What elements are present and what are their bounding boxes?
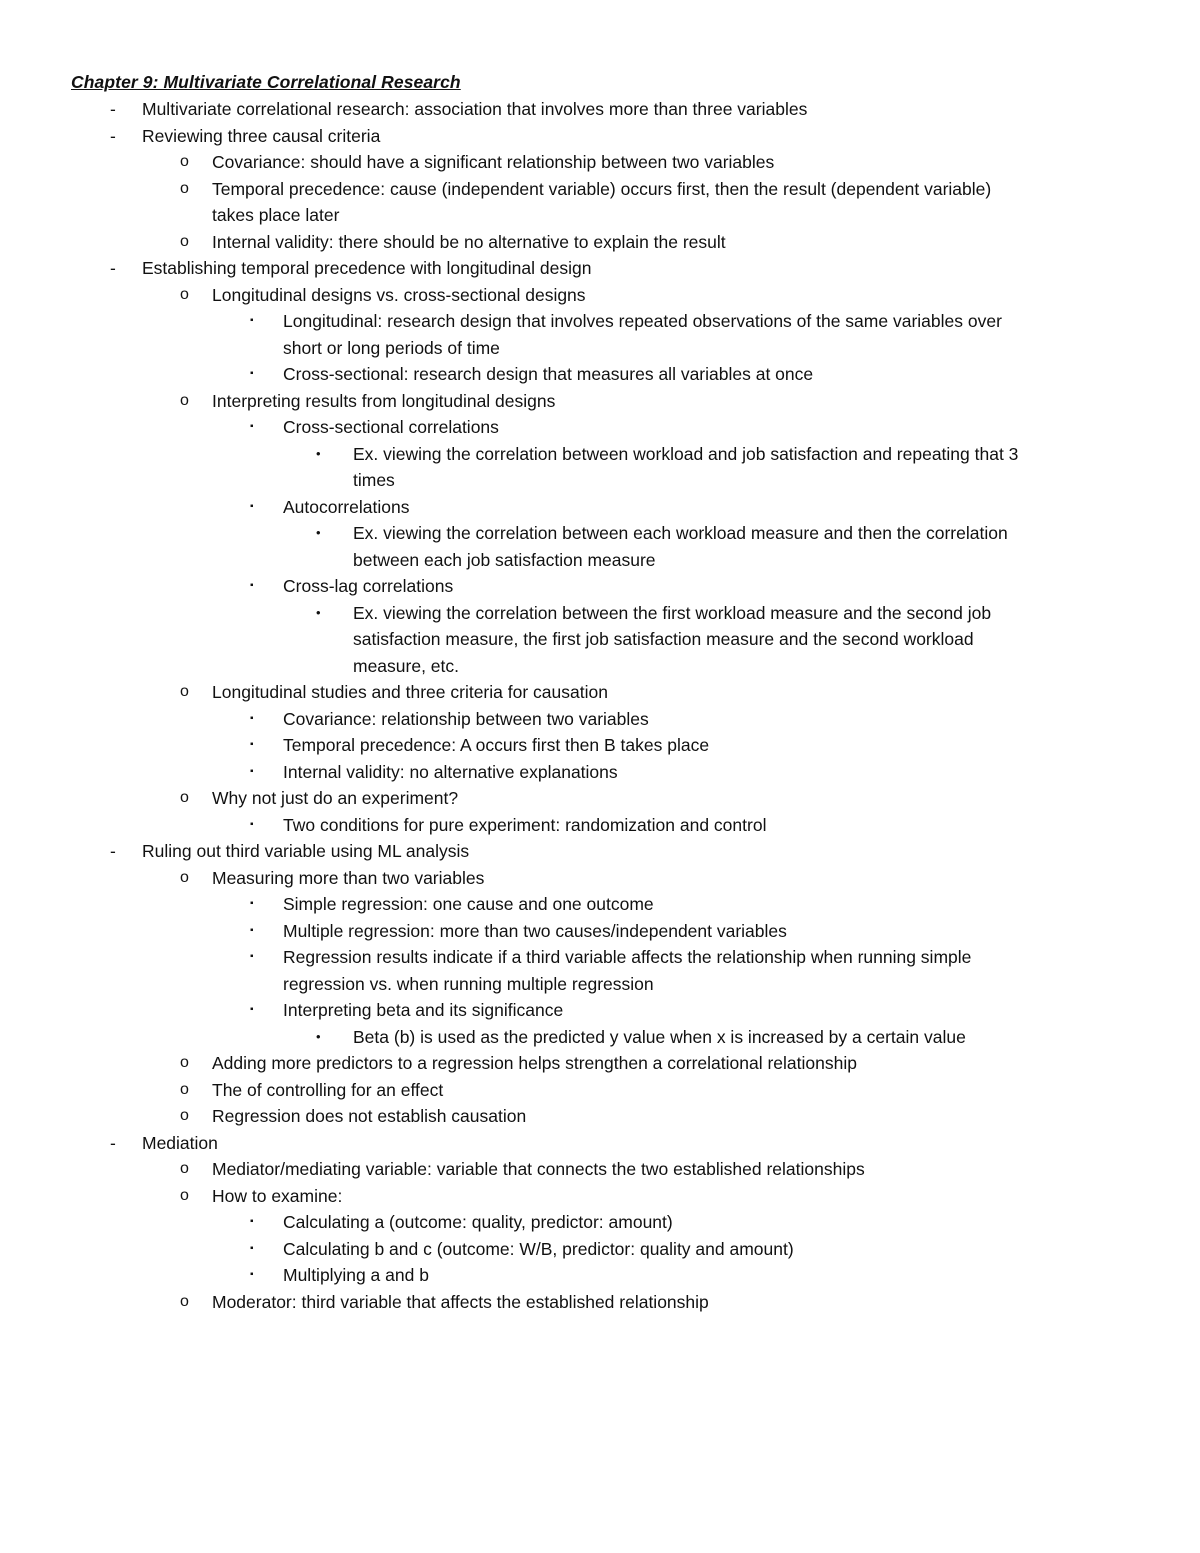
outline-item-level-2 bbox=[0, 149, 1200, 176]
outline-item-text: Reviewing three causal criteria bbox=[142, 125, 381, 146]
circle-marker: o bbox=[180, 1160, 189, 1177]
outline-item-text: measure, etc. bbox=[353, 655, 460, 676]
dash-marker: - bbox=[110, 99, 116, 119]
outline-item-text: Regression results indicate if a third variable affects the relationship when running simple bbox=[283, 947, 972, 967]
outline-item-text: The of controlling for an effect bbox=[212, 1079, 444, 1100]
circle-marker: o bbox=[180, 232, 189, 250]
outline-item-text: Cross-sectional correlations bbox=[283, 417, 499, 437]
outline-item-level-3 bbox=[0, 414, 1200, 441]
outline-item-level-3 bbox=[0, 944, 1200, 971]
outline-item-text: Covariance: should have a significant relationship between two variables bbox=[212, 152, 775, 172]
outline-item-level-1 bbox=[0, 838, 1200, 865]
outline-item-text: Temporal precedence: A occurs first then B takes place bbox=[283, 735, 710, 755]
square-bullet-icon: ▪ bbox=[250, 739, 254, 750]
outline-item-level-4 bbox=[0, 520, 1200, 547]
outline-item-text: Regression does not establish causation bbox=[212, 1106, 527, 1126]
outline-item-text: Establishing temporal precedence with longitudinal design bbox=[142, 258, 592, 278]
outline-list bbox=[0, 96, 1200, 1315]
outline-item-level-3 bbox=[0, 494, 1200, 521]
circle-marker: o bbox=[180, 1054, 189, 1071]
outline-item-text: Longitudinal: research design that involves repeated observations of the same variables over bbox=[283, 311, 1002, 331]
circle-marker: o bbox=[180, 285, 189, 303]
outline-item-text: Ex. viewing the correlation between each workload measure and then the correlation bbox=[353, 523, 1008, 543]
outline-item-text: Ex. viewing the correlation between the first workload measure and the second job bbox=[353, 602, 992, 623]
outline-item-text: Temporal precedence: cause (independent variable) occurs first, then the result (dependent variable) bbox=[212, 178, 992, 199]
circle-marker: o bbox=[180, 683, 189, 700]
outline-item-level-4 bbox=[0, 653, 1200, 680]
outline-item-text: Internal validity: there should be no alternative to explain the result bbox=[212, 231, 726, 252]
outline-item-level-4 bbox=[0, 600, 1200, 627]
outline-item-text: Ex. viewing the correlation between workload and job satisfaction and repeating that 3 bbox=[353, 443, 1019, 464]
outline-item-level-3 bbox=[0, 971, 1200, 998]
outline-item-level-2 bbox=[0, 865, 1200, 892]
outline-item-level-2 bbox=[0, 282, 1200, 309]
outline-item-level-3 bbox=[0, 573, 1200, 600]
outline-item-text: between each job satisfaction measure bbox=[353, 549, 656, 570]
outline-item-text: Autocorrelations bbox=[283, 496, 410, 517]
outline-item-level-2 bbox=[0, 785, 1200, 812]
outline-item-level-1 bbox=[0, 255, 1200, 282]
square-bullet-icon: ▪ bbox=[250, 1269, 254, 1280]
outline-item-text: Ruling out third variable using ML analysis bbox=[142, 841, 470, 861]
outline-item-level-1 bbox=[0, 96, 1200, 123]
outline-item-text: Adding more predictors to a regression helps strengthen a correlational relationship bbox=[212, 1053, 857, 1073]
outline-item-level-3 bbox=[0, 1262, 1200, 1289]
outline-item-level-4 bbox=[0, 626, 1200, 653]
outline-item-level-3 bbox=[0, 891, 1200, 918]
bullet-icon: • bbox=[316, 604, 321, 620]
outline-item-level-2 bbox=[0, 1077, 1200, 1104]
outline-item-level-2 bbox=[0, 202, 1200, 229]
outline-item-level-4 bbox=[0, 441, 1200, 468]
outline-item-level-4 bbox=[0, 547, 1200, 574]
square-bullet-icon: ▪ bbox=[250, 898, 254, 909]
outline-item-level-4 bbox=[0, 467, 1200, 494]
outline-item-level-2 bbox=[0, 176, 1200, 203]
circle-marker: o bbox=[180, 391, 189, 409]
outline-item-level-3 bbox=[0, 1209, 1200, 1236]
outline-item-text: Mediation bbox=[142, 1132, 218, 1153]
outline-item-level-1 bbox=[0, 123, 1200, 150]
outline-item-text: Multivariate correlational research: association that involves more than three variables bbox=[142, 99, 808, 119]
outline-item-level-3 bbox=[0, 732, 1200, 759]
outline-item-level-3 bbox=[0, 308, 1200, 335]
outline-item-text: Calculating b and c (outcome: W/B, predictor: quality and amount) bbox=[283, 1238, 794, 1259]
circle-marker: o bbox=[180, 153, 189, 170]
outline-item-text: Why not just do an experiment? bbox=[212, 788, 459, 808]
outline-item-level-3 bbox=[0, 812, 1200, 839]
square-bullet-icon: ▪ bbox=[250, 951, 254, 962]
outline-item-text: Internal validity: no alternative explanations bbox=[283, 761, 618, 782]
outline-item-text: Covariance: relationship between two variables bbox=[283, 708, 649, 729]
page-title: Chapter 9: Multivariate Correlational Research bbox=[71, 72, 461, 92]
outline-item-level-4 bbox=[0, 1024, 1200, 1051]
outline-item-text: Two conditions for pure experiment: randomization and control bbox=[283, 814, 767, 835]
circle-marker: o bbox=[180, 1080, 189, 1098]
square-bullet-icon: ▪ bbox=[250, 421, 254, 432]
outline-item-text: Calculating a (outcome: quality, predictor: amount) bbox=[283, 1212, 673, 1232]
outline-item-level-3 bbox=[0, 706, 1200, 733]
square-bullet-icon: ▪ bbox=[250, 500, 254, 512]
square-bullet-icon: ▪ bbox=[250, 818, 254, 830]
outline-item-text: How to examine: bbox=[212, 1185, 343, 1206]
dash-marker: - bbox=[110, 841, 116, 861]
outline-item-text: Moderator: third variable that affects the established relationship bbox=[212, 1291, 709, 1312]
square-bullet-icon: ▪ bbox=[250, 1242, 254, 1254]
circle-marker: o bbox=[180, 868, 189, 886]
outline-item-level-2 bbox=[0, 1289, 1200, 1316]
square-bullet-icon: ▪ bbox=[250, 765, 254, 777]
circle-marker: o bbox=[180, 179, 189, 197]
outline-item-text: Measuring more than two variables bbox=[212, 867, 485, 888]
square-bullet-icon: ▪ bbox=[250, 924, 254, 936]
outline-item-level-3 bbox=[0, 361, 1200, 388]
dash-marker: - bbox=[110, 1132, 116, 1153]
bullet-icon: • bbox=[316, 445, 321, 461]
outline-item-text: Cross-sectional: research design that measures all variables at once bbox=[283, 364, 814, 384]
outline-item-level-2 bbox=[0, 1156, 1200, 1183]
outline-item-text: Simple regression: one cause and one outcome bbox=[283, 894, 654, 914]
outline-item-level-3 bbox=[0, 918, 1200, 945]
outline-item-text: regression vs. when running multiple regression bbox=[283, 973, 654, 994]
outline-item-text: satisfaction measure, the first job satisfaction measure and the second workload bbox=[353, 629, 974, 649]
outline-item-text: Multiple regression: more than two causes/independent variables bbox=[283, 920, 787, 941]
circle-marker: o bbox=[180, 789, 189, 806]
outline-item-text: Multiplying a and b bbox=[283, 1265, 429, 1285]
outline-item-text: times bbox=[353, 470, 395, 490]
outline-item-text: Beta (b) is used as the predicted y value when x is increased by a certain value bbox=[353, 1026, 966, 1047]
square-bullet-icon: ▪ bbox=[250, 1004, 254, 1015]
outline-item-text: Longitudinal studies and three criteria for causation bbox=[212, 682, 608, 702]
dash-marker: - bbox=[110, 258, 116, 278]
outline-item-level-2 bbox=[0, 1050, 1200, 1077]
outline-item-text: short or long periods of time bbox=[283, 337, 500, 358]
outline-item-text: Interpreting results from longitudinal designs bbox=[212, 390, 556, 411]
outline-item-level-3 bbox=[0, 997, 1200, 1024]
outline-item-text: Interpreting beta and its significance bbox=[283, 1000, 564, 1020]
outline-item-level-1 bbox=[0, 1130, 1200, 1157]
outline-item-level-2 bbox=[0, 229, 1200, 256]
outline-item-level-2 bbox=[0, 679, 1200, 706]
dash-marker: - bbox=[110, 125, 116, 146]
outline-item-level-3 bbox=[0, 759, 1200, 786]
square-bullet-icon: ▪ bbox=[250, 315, 254, 326]
outline-item-level-3 bbox=[0, 1236, 1200, 1263]
square-bullet-icon: ▪ bbox=[250, 580, 254, 591]
circle-marker: o bbox=[180, 1107, 189, 1124]
bullet-icon: • bbox=[316, 525, 321, 540]
outline-item-text: takes place later bbox=[212, 205, 340, 225]
outline-item-text: Mediator/mediating variable: variable that connects the two established relationships bbox=[212, 1159, 865, 1179]
circle-marker: o bbox=[180, 1186, 189, 1204]
outline-item-level-2 bbox=[0, 388, 1200, 415]
bullet-icon: • bbox=[316, 1028, 321, 1044]
square-bullet-icon: ▪ bbox=[250, 1216, 254, 1227]
circle-marker: o bbox=[180, 1292, 189, 1310]
outline-item-level-3 bbox=[0, 335, 1200, 362]
outline-item-text: Cross-lag correlations bbox=[283, 576, 454, 596]
outline-item-text: Longitudinal designs vs. cross-sectional designs bbox=[212, 284, 586, 305]
outline-item-level-2 bbox=[0, 1103, 1200, 1130]
outline-item-level-2 bbox=[0, 1183, 1200, 1210]
square-bullet-icon: ▪ bbox=[250, 368, 254, 379]
square-bullet-icon: ▪ bbox=[250, 712, 254, 724]
